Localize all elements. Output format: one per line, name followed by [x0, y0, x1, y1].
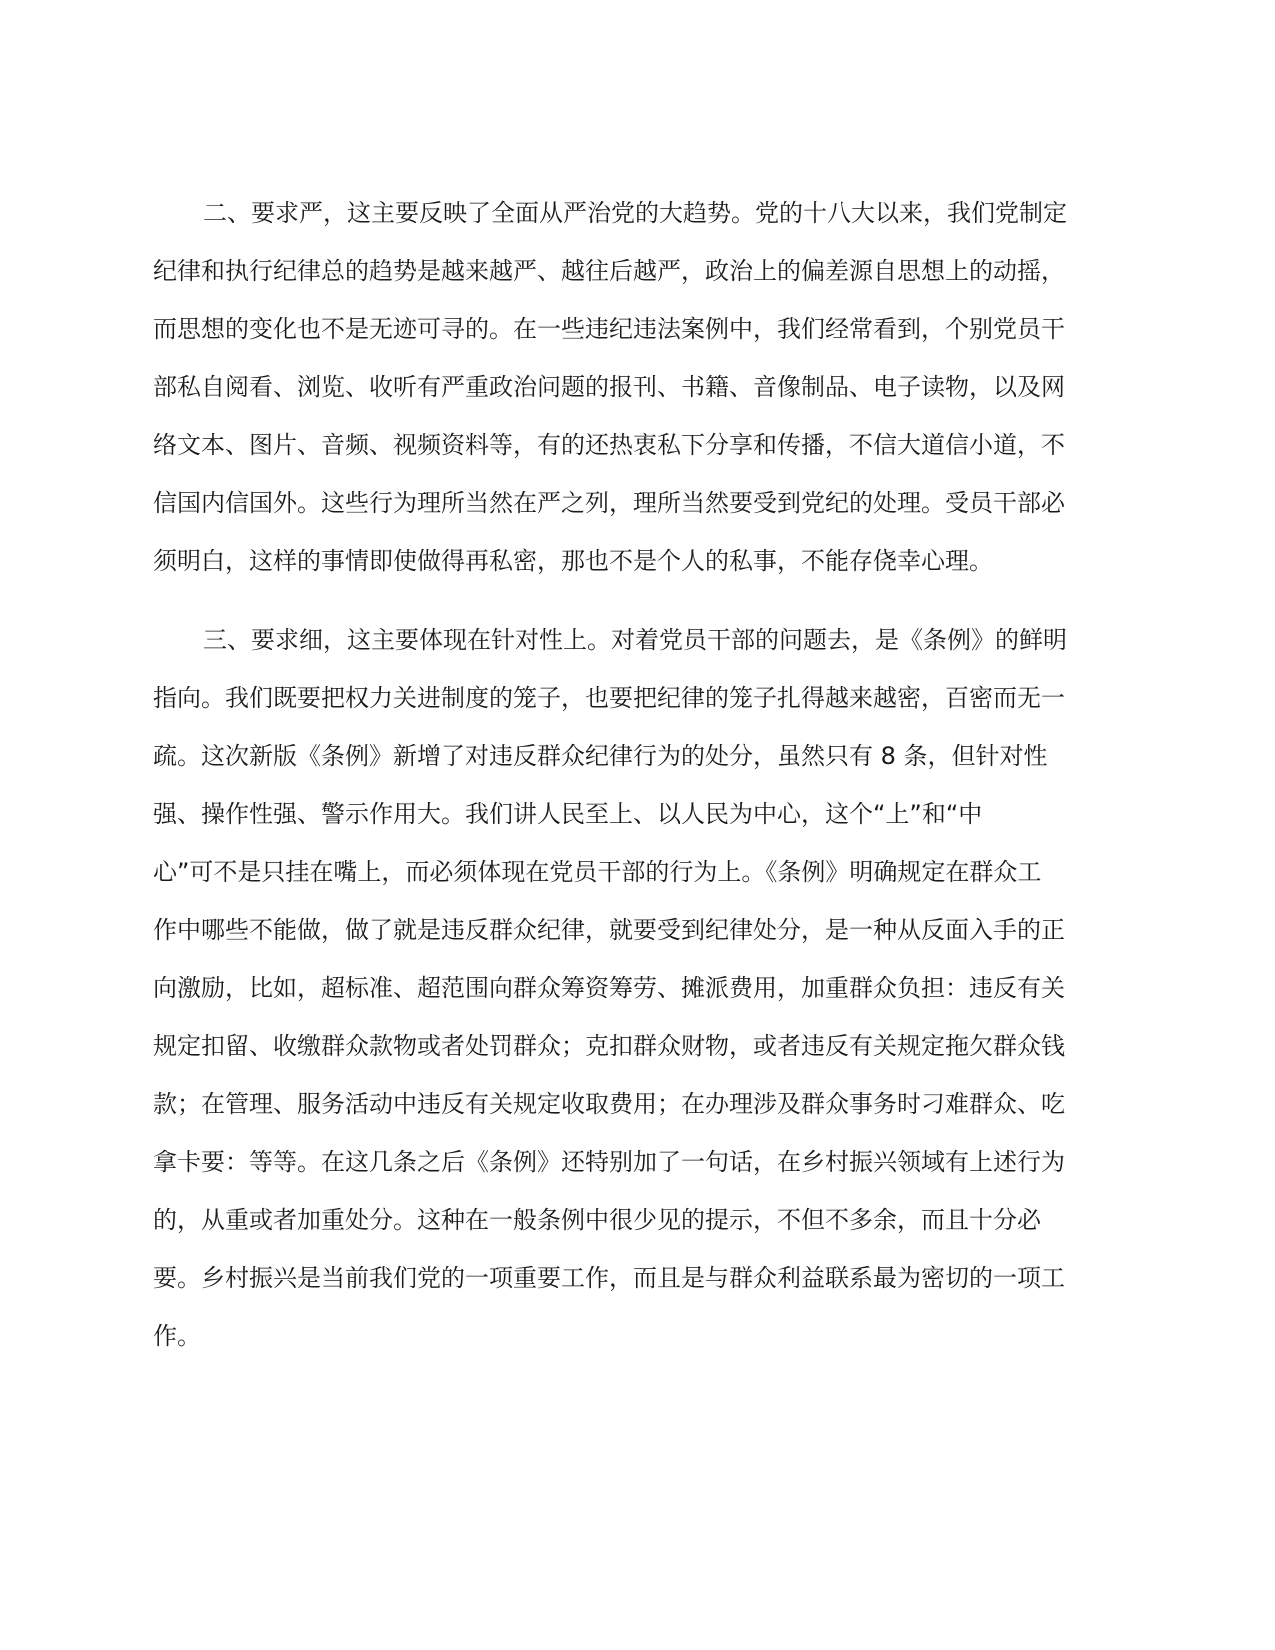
paragraph-line: 拿卡要：等等。在这几条之后《条例》还特别加了一句话，在乡村振兴领域有上述行为: [153, 1148, 1065, 1176]
paragraph-line: 作。: [153, 1322, 201, 1350]
paragraph-line: 三、要求细，这主要体现在针对性上。对着党员干部的问题去，是《条例》的鲜明: [203, 626, 1067, 654]
paragraph-line: 强、操作性强、警示作用大。我们讲人民至上、以人民为中心，这个“上”和“中: [153, 800, 983, 828]
paragraph-line: 指向。我们既要把权力关进制度的笼子，也要把纪律的笼子扎得越来越密，百密而无一: [153, 684, 1065, 712]
paragraph-line: 规定扣留、收缴群众款物或者处罚群众；克扣群众财物，或者违反有关规定拖欠群众钱: [153, 1032, 1065, 1060]
paragraph-line: 心”可不是只挂在嘴上，而必须体现在党员干部的行为上。《条例》明确规定在群众工: [153, 858, 1042, 886]
paragraph-line: 二、要求严，这主要反映了全面从严治党的大趋势。党的十八大以来，我们党制定: [203, 199, 1067, 227]
paragraph-line: 部私自阅看、浏览、收听有严重政治问题的报刊、书籍、音像制品、电子读物，以及网: [153, 373, 1065, 401]
paragraph-requirement-strict: [153, 184, 1113, 590]
paragraph-line: 作中哪些不能做，做了就是违反群众纪律，就要受到纪律处分，是一种从反面入手的正: [153, 916, 1065, 944]
paragraph-requirement-detailed: [153, 611, 1113, 1365]
paragraph-line: 纪律和执行纪律总的趋势是越来越严、越往后越严，政治上的偏差源自思想上的动摇，: [153, 257, 1065, 285]
paragraph-line: 信国内信国外。这些行为理所当然在严之列，理所当然要受到党纪的处理。受员干部必: [153, 489, 1065, 517]
paragraph-line: 的，从重或者加重处分。这种在一般条例中很少见的提示，不但不多余，而且十分必: [153, 1206, 1041, 1234]
paragraph-line: 款；在管理、服务活动中违反有关规定收取费用；在办理涉及群众事务时刁难群众、吃: [153, 1090, 1065, 1118]
paragraph-line: 要。乡村振兴是当前我们党的一项重要工作，而且是与群众利益联系最为密切的一项工: [153, 1264, 1065, 1292]
paragraph-line: 而思想的变化也不是无迹可寻的。在一些违纪违法案例中，我们经常看到，个别党员干: [153, 315, 1065, 343]
paragraph-line: 络文本、图片、音频、视频资料等，有的还热衷私下分享和传播，不信大道信小道，不: [153, 431, 1065, 459]
paragraph-line: 向激励，比如，超标准、超范围向群众筹资筹劳、摊派费用，加重群众负担：违反有关: [153, 974, 1065, 1002]
paragraph-line: 须明白，这样的事情即使做得再私密，那也不是个人的私事，不能存侥幸心理。: [153, 547, 993, 575]
paragraph-line: 疏。这次新版《条例》新增了对违反群众纪律行为的处分，虽然只有 8 条，但针对性: [153, 742, 1048, 770]
